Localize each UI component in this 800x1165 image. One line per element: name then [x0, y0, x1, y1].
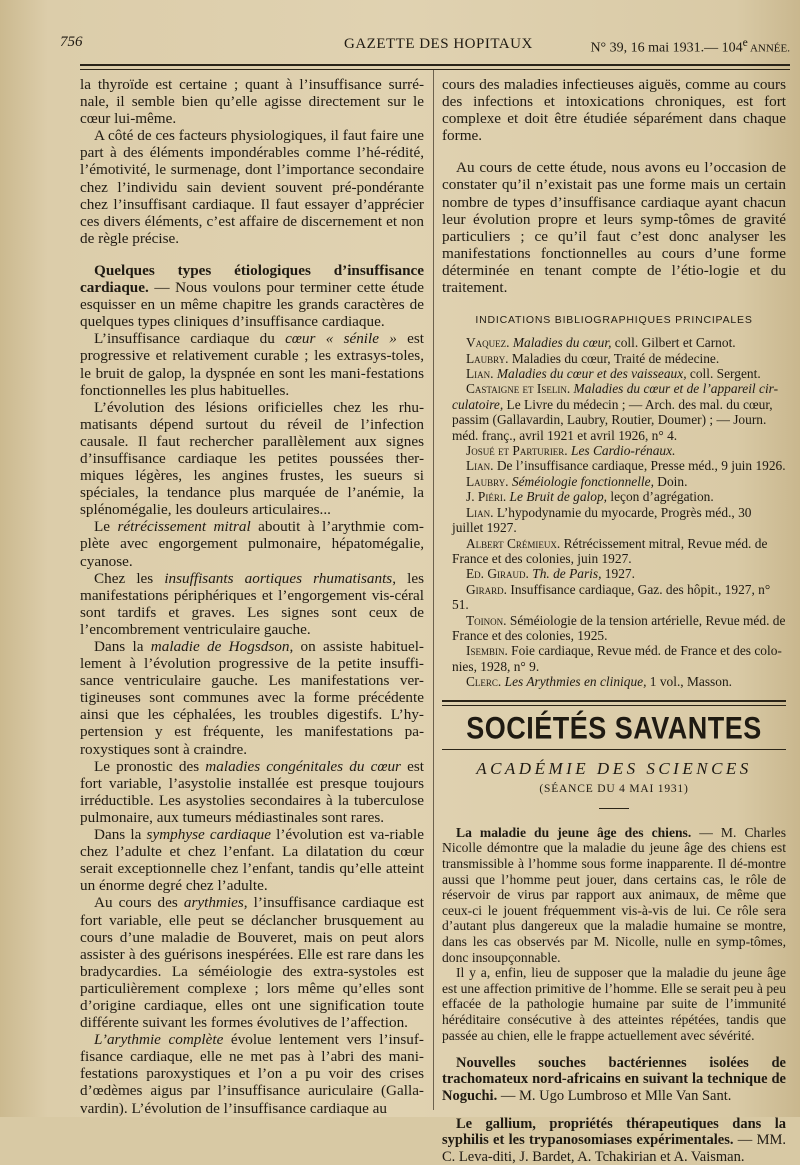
- report-title: Le gallium, propriétés thérapeutiques dans la syphilis et les trypanosomiases expérimentales.: [442, 1116, 786, 1149]
- bibliography-entry: [442, 351, 786, 366]
- ref-title: Les Cardio-rénaux.: [567, 443, 676, 459]
- emphasis: L’arythmie complète: [94, 1031, 224, 1049]
- section-title: SOCIÉTÉS SAVANTES: [466, 710, 762, 745]
- short-divider: [599, 808, 629, 809]
- header-rule: [80, 64, 790, 70]
- left-column: [80, 76, 424, 1117]
- ref-title: Maladies du cœur,: [509, 335, 612, 351]
- emphasis: symphyse cardiaque: [146, 826, 271, 844]
- ref-title: Th. de Paris,: [528, 566, 602, 582]
- text: Le: [94, 518, 118, 536]
- text: évolue lentement vers l’insuf-fisance cardiaque, elle ne met pas à l’abri des mani-festations paroxystiques et l’on a pu voir des crises d’œdèmes aigus par l’insuffisance auriculaire (Galla-vardin). L’évolution de l’insuffisance cardiaque au: [80, 1031, 424, 1117]
- bibliography-entry: [442, 474, 786, 489]
- ref-author: J. Piéri.: [466, 489, 507, 505]
- ref-title: Maladies du cœur et de l’appareil cir-culatoire,: [452, 381, 779, 412]
- paragraph: [80, 518, 424, 569]
- report-text: — M. Charles Nicolle démontre que la maladie du jeune âge des chiens est transmissible à l’homme sous forme inapparente. Il dé-montre aussi que l’homme peut jouer, dans certains cas, le rôle de réservoir de virus par rapport aux animaux, de même que ceux-ci le jouent fréquemment vis-à-vis de lui. Ce rôle sera d’autant plus dangereux que la maladie humaine se montre, dans les cas observés par M. Nicolle, nulle en symp-tômes, donc insoupçonnable.: [442, 824, 786, 965]
- ref-details: Insuffisance cardiaque, Gaz. des hôpit., 1927, n° 51.: [452, 581, 771, 613]
- ref-details: coll. Sergent.: [686, 366, 761, 382]
- emphasis: insuffisants aortiques rhumatisants: [164, 569, 393, 587]
- text: , l’insuffisance cardiaque est fort variable, elle peut se déclancher brusquement au cours d’une maladie de Bouveret, mais on peut alors assister à des guérisons inespérées. Elle est rare dans les bradycardies. La séméiologie des extra-systoles est particulièrement complexe ; lors même qu’elles sont d’origine cardiaque, elles ont une signification toute différente suivant les formes évolutives de l’affection.: [80, 894, 424, 1032]
- ref-author: Girard.: [466, 581, 508, 597]
- report-title: La maladie du jeune âge des chiens.: [456, 824, 692, 840]
- bibliography-entry: [442, 443, 786, 458]
- bibliography-entry: [442, 613, 786, 644]
- paragraph: [80, 826, 424, 894]
- paragraph: [80, 758, 424, 826]
- paragraph: [80, 570, 424, 638]
- text: Au cours des: [94, 894, 184, 912]
- academy-reports: [442, 825, 786, 1165]
- text: l’évolution est va-riable chez l’adulte et chez l’enfant. La dilatation du cœur serait exceptionnelle chez l’enfant, tandis qu’elle atteint un énorme degré chez l’adulte.: [80, 826, 424, 895]
- ref-details: coll. Gilbert et Carnot.: [611, 335, 736, 351]
- ref-author: Laubry.: [466, 350, 509, 366]
- journal-title: GAZETTE DES HOPITAUX: [344, 36, 533, 52]
- etiology-paragraph: [80, 262, 424, 330]
- section-heading: Quelques types étiologiques d’insuffisance cardiaque.: [80, 261, 424, 297]
- ref-details: Rétrécissement mitral, Revue méd. de France et des colonies, juin 1927.: [452, 535, 768, 566]
- paragraph: cours des maladies infectieuses aiguës, comme au cours des infections et intoxications chroniques, est fort complexe et doit être étudiée séparément dans chaque forme.: [442, 76, 786, 145]
- bibliography-entry: [442, 566, 786, 581]
- bibliography-entry: [442, 335, 786, 350]
- issue-sup: e: [742, 36, 748, 49]
- text: est progressive et relativement curable ; les extrasys-toles, le bruit de galop, la dyspnée en sont les mani-festations fonctionnelles les plus habituelles.: [80, 330, 424, 399]
- text: Dans la: [94, 638, 151, 655]
- text: aboutit à l’arythmie com-plète avec engorgement pulmonaire, hépatomégalie, cyanose.: [80, 518, 424, 570]
- paragraph: la thyroïde est certaine ; quant à l’insuffisance surré-nale, il semble bien qu’elle agisse directement sur le cœur lui-même.: [80, 76, 424, 128]
- paragraph: [80, 894, 424, 1031]
- ref-author: Lian.: [466, 458, 494, 474]
- session-date: (SÉANCE DU 4 MAI 1931): [539, 782, 689, 795]
- ref-details: De l’insuffisance cardiaque, Presse méd., 9 juin 1926.: [493, 458, 786, 474]
- report-text: — MM. C. Leva-diti, J. Bardet, A. Tchakirian et A. Vaisman.: [442, 1132, 786, 1165]
- bibliography-entry: [442, 458, 786, 473]
- ref-title: Maladies du cœur et des vaisseaux,: [493, 366, 687, 382]
- ref-title: Séméiologie fonctionnelle,: [508, 473, 654, 489]
- text: Chez les: [94, 569, 165, 587]
- ref-details: Maladies du cœur, Traité de médecine.: [508, 350, 720, 366]
- bibliography-entry: [442, 643, 786, 674]
- ref-author: Vaquez.: [466, 335, 510, 351]
- report-paragraph: [442, 1055, 786, 1104]
- bibliography-list: [442, 335, 786, 689]
- ref-author: Laubry.: [466, 473, 509, 489]
- ref-details: Doin.: [653, 473, 688, 489]
- ref-author: Albert Crémieux.: [466, 535, 561, 551]
- emphasis: rétrécissement mitral: [117, 518, 251, 536]
- page-header: [60, 34, 790, 56]
- bibliography-entry: [442, 674, 786, 689]
- bibliography-entry: [442, 366, 786, 381]
- ref-details: 1927.: [601, 566, 635, 582]
- ref-details: Foie cardiaque, Revue méd. de France et des colo-nies, 1928, n° 9.: [452, 643, 782, 674]
- ref-author: Lian.: [466, 366, 494, 382]
- academy-title: ACADÉMIE DES SCIENCES: [476, 758, 752, 778]
- text: Le pronostic des: [94, 757, 206, 775]
- paragraph-text: — Nous voulons pour terminer cette étude esquisser en un même chapitre les grands caractères de quelques types cliniques d’insuffisance cardiaque.: [80, 279, 424, 331]
- bibliography-entry: [442, 489, 786, 504]
- issue-info: [590, 36, 790, 57]
- section-rule: [442, 700, 786, 706]
- ref-title: Le Bruit de galop,: [506, 489, 607, 505]
- ref-details: Séméiologie de la tension artérielle, Revue méd. de France et des colonies, 1925.: [452, 612, 786, 643]
- report-title: Nouvelles souches bactériennes isolées de trachomateux nord-africains en suivant la technique de Noguchi.: [442, 1055, 786, 1104]
- ref-author: Josué et Parturier.: [466, 443, 568, 459]
- paragraph: Au cours de cette étude, nous avons eu l’occasion de constater qu’il n’existait pas une forme mais un certain nombre de types d’insuffisance cardiaque ayant chacun leur évolution propre et leurs symp-tômes de gravité particuliers ; ce qu’il faut c’est donc analyser les manifestations fonctionnelles au cours d’une forme déterminée en tenant compte de l’étio-logie et du traitement.: [442, 159, 786, 297]
- emphasis: maladies congénitales du cœur: [205, 757, 401, 775]
- paragraph: [80, 638, 424, 758]
- text: Dans la: [94, 826, 147, 844]
- ref-author: Castaigne et Iselin.: [466, 381, 571, 397]
- text: , les manifestations périphériques et l’engorgement vis-céral sont tardifs et graves. Les signes sont ceux de l’encombrement ventriculaire gauche.: [80, 569, 425, 638]
- text: L’insuffisance cardiaque du: [94, 330, 286, 348]
- report-paragraph: Il y a, enfin, lieu de supposer que la maladie du jeune âge est une affection primitive de l’homme. Elle se serait peu à peu effacée de la pathologie humaine par suite de l’immunité héréditaire consécutive à des atteintes répétées, tandis que passée au chien, elle le frappe actuellement avec sévérité.: [442, 965, 786, 1043]
- ref-author: Isembin.: [466, 643, 508, 659]
- issue-suffix: ANNÉE.: [747, 42, 790, 55]
- emphasis: maladie de Hogsdson: [150, 638, 290, 655]
- paragraph: L’évolution des lésions orificielles chez les rhu-matisants dépend surtout du réveil de l’infection causale. Il faut rechercher parallèlement aux signes d’insuffisance cardiaque les petites poussées ther-miques légères, les angines frustes, les sueurs si spéciales, la tendance plus marquée de l’anémie, la splénomégalie, les douleurs articulaires...: [80, 398, 424, 519]
- issue-text: N° 39, 16 mai 1931.— 104: [590, 40, 743, 56]
- report-paragraph: [442, 825, 786, 965]
- ref-author: Clerc.: [466, 674, 502, 690]
- paragraph: [80, 1031, 424, 1116]
- report-paragraph: [442, 1116, 786, 1165]
- bibliography-entry: [442, 582, 786, 613]
- text: , on assiste habituel-lement à l’évolution progressive de la petite insuffi-sance ventriculaire gauche. Les manifestations ver-tigineuses sont communes avec la forme précédente ainsi que les céphalées, les troubles digestifs. L’hy-pertension y est fréquente, les manifestations pa-roxystiques sont à craindre.: [80, 638, 424, 758]
- bibliography-entry: [442, 381, 786, 443]
- ref-author: Lian.: [466, 504, 494, 520]
- ref-details: leçon d’agrégation.: [607, 489, 714, 505]
- column-divider: [433, 70, 434, 1110]
- emphasis: arythmies: [183, 894, 244, 912]
- paragraph: [80, 330, 424, 398]
- ref-details: Le Livre du médecin ; — Arch. des mal. du cœur, passim (Gallavardin, Laubry, Routier, Doumer) ; — Journ. méd. franç., avril 1921 et avril 1926, n° 4.: [452, 396, 773, 443]
- ref-title: Les Arythmies en clinique,: [501, 674, 647, 690]
- ref-details: 1 vol., Masson.: [646, 674, 733, 690]
- paragraph: A côté de ces facteurs physiologiques, il faut faire une part à des éléments impondérables comme l’hé-rédité, l’émotivité, le surmenage, dont l’importance secondaire chez l’individu sain devient souvent pré-pondérante chez l’insuffisant cardiaque. Il faut essayer d’apprécier ces divers éléments, c’est affaire de discernement et non de règle précise.: [80, 127, 424, 247]
- bibliography-title: INDICATIONS BIBLIOGRAPHIQUES PRINCIPALES: [475, 314, 753, 327]
- text: est fort variable, l’asystolie installée est presque toujours irréductible. Les asystolies secondaires à la tuberculose pulmonaire, aux tumeurs médiastinales sont rares.: [80, 757, 425, 826]
- emphasis: cœur « sénile »: [285, 330, 397, 348]
- ref-author: Ed. Giraud.: [466, 566, 529, 582]
- report-text: — M. Ugo Lumbroso et Mlle Van Sant.: [497, 1087, 732, 1104]
- section-rule-thin: [442, 749, 786, 750]
- right-column: [442, 76, 786, 1165]
- page-number: 756: [60, 34, 83, 50]
- bibliography-entry: [442, 505, 786, 536]
- bibliography-entry: [442, 536, 786, 567]
- ref-author: Toinon.: [466, 612, 507, 628]
- ref-details: L’hypodynamie du myocarde, Progrès méd., 30 juillet 1927.: [452, 504, 752, 536]
